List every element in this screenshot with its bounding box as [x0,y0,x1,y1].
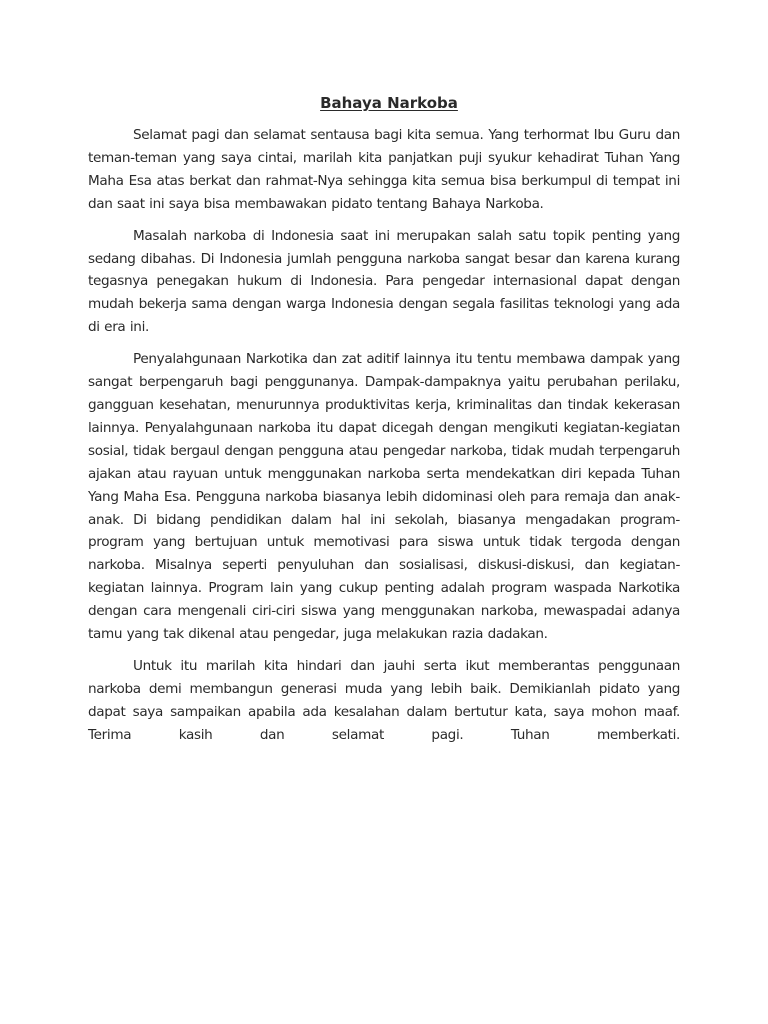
paragraph-greeting: Selamat pagi dan selamat sentausa bagi kita semua. Yang terhormat Ibu Guru dan teman-teman yang saya cintai, marilah kita panjatkan puji syukur kehadirat Tuhan Yang Maha Esa atas berkat dan rahmat-Nya sehingga kita semua bisa berkumpul di tempat ini dan saat ini saya bisa membawakan pidato tentang Bahaya Narkoba. [88,127,680,212]
paragraph-problem: Masalah narkoba di Indonesia saat ini merupakan salah satu topik penting yang sedang dibahas. Di Indonesia jumlah pengguna narkoba sangat besar dan karena kurang tegasnya penegakan hukum di Indonesia. Para pengedar internasional dapat dengan mudah bekerja sama dengan warga Indonesia dengan segala fasilitas teknologi yang ada di era ini. [88,227,680,336]
document-title: Bahaya Narkoba [320,94,458,112]
paragraph-closing: Untuk itu marilah kita hindari dan jauhi serta ikut memberantas penggunaan narkoba demi membangun generasi muda yang lebih baik. Demikianlah pidato yang dapat saya sampaikan apabila ada kesalahan dalam bertutur kata, saya mohon maaf. Terima kasih dan selamat pagi. Tuhan memberkati. [88,657,680,743]
paragraph-impact: Penyalahgunaan Narkotika dan zat aditif lainnya itu tentu membawa dampak yang sangat berpengaruh bagi penggunanya. Dampak-dampaknya yaitu perubahan perilaku, gangguan kesehatan, menurunnya produktivitas kerja, kriminalitas dan tindak kekerasan lainnya. Penyalahgunaan narkoba itu dapat dicegah dengan mengikuti kegiatan-kegiatan sosial, tidak bergaul dengan pengguna atau pengedar narkoba, tidak mudah terpengaruh ajakan atau rayuan untuk menggunakan narkoba serta mendekatkan diri kepada Tuhan Yang Maha Esa. Pengguna narkoba biasanya lebih didominasi oleh para remaja dan anak-anak. Di bidang pendidikan dalam hal ini sekolah, biasanya mengadakan program-program yang bertujuan untuk memotivasi para siswa untuk tidak tergoda dengan narkoba. Misalnya seperti penyuluhan dan sosialisasi, diskusi-diskusi, dan kegiatan-kegiatan lainnya. Program lain yang cukup penting adalah program waspada Narkotika dengan cara mengenali ciri-ciri siswa yang menggunakan narkoba, mewaspadai adanya tamu yang tak dikenal atau pengedar, juga melakukan razia dadakan. [88,351,680,643]
document-page [88,92,680,756]
